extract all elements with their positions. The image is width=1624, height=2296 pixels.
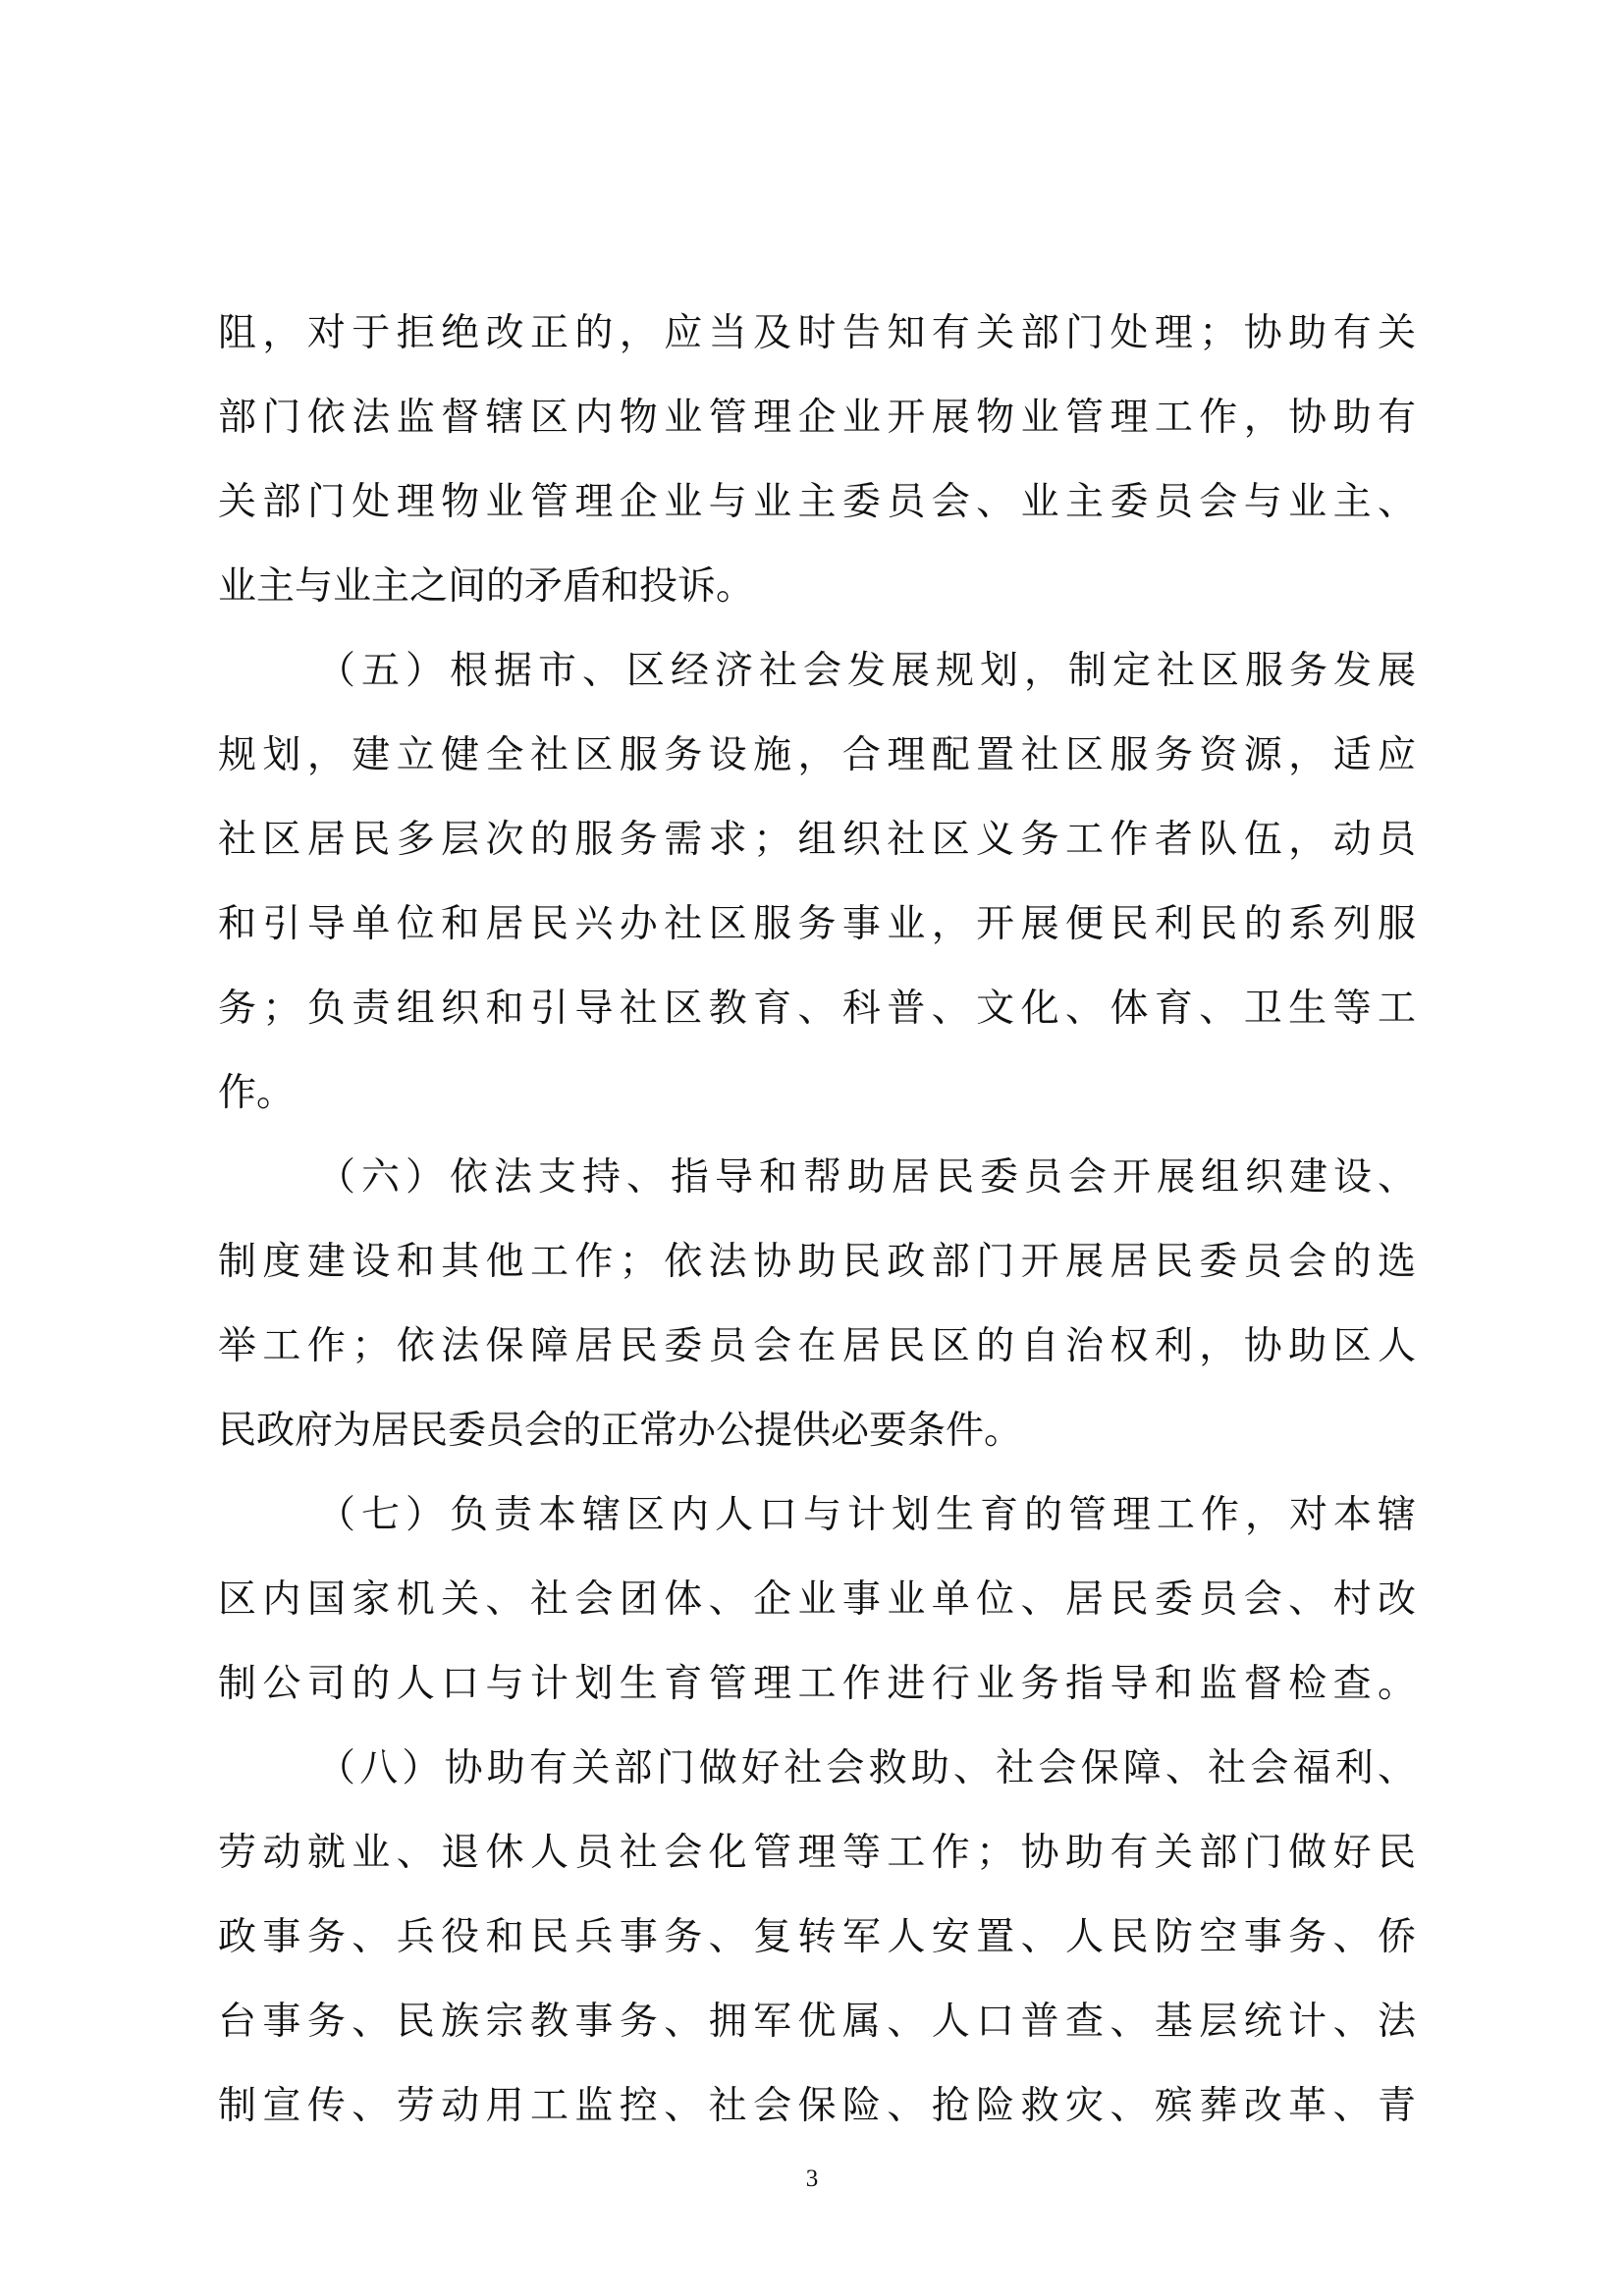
paragraph-8-line-1: （八）协助有关部门做好社会救助、社会保障、社会福利、 <box>317 1746 1416 1790</box>
text-line-4: 业主与业主之间的矛盾和投诉。 <box>218 564 755 609</box>
page-number: 3 <box>805 2165 819 2192</box>
text-line-3: 关部门处理物业管理企业与业主委员会、业主委员会与业主、 <box>218 480 1416 524</box>
text-line-10: 作。 <box>218 1071 296 1115</box>
paragraph-5-line-1: （五）根据市、区经济社会发展规划，制定社区服务发展 <box>317 649 1416 693</box>
text-line-6: 规划，建立健全社区服务设施，合理配置社区服务资源，适应 <box>218 733 1416 777</box>
text-line-9: 务；负责组织和引导社区教育、科普、文化、体育、卫生等工 <box>218 987 1416 1031</box>
text-line-14: 民政府为居民委员会的正常办公提供必要条件。 <box>218 1409 1023 1453</box>
text-line-20: 政事务、兵役和民兵事务、复转军人安置、人民防空事务、侨 <box>218 1915 1416 1959</box>
text-line-19: 劳动就业、退休人员社会化管理等工作；协助有关部门做好民 <box>218 1831 1416 1875</box>
paragraph-7-line-1: （七）负责本辖区内人口与计划生育的管理工作，对本辖 <box>317 1493 1416 1537</box>
text-line-12: 制度建设和其他工作；依法协助民政部门开展居民委员会的选 <box>218 1240 1416 1284</box>
text-line-21: 台事务、民族宗教事务、拥军优属、人口普查、基层统计、法 <box>218 2000 1416 2044</box>
text-line-7: 社区居民多层次的服务需求；组织社区义务工作者队伍，动员 <box>218 818 1416 862</box>
paragraph-6-line-1: （六）依法支持、指导和帮助居民委员会开展组织建设、 <box>317 1155 1416 1200</box>
text-line-13: 举工作；依法保障居民委员会在居民区的自治权利，协助区人 <box>218 1324 1416 1368</box>
text-line-16: 区内国家机关、社会团体、企业事业单位、居民委员会、村改 <box>218 1577 1416 1622</box>
text-line-22: 制宣传、劳动用工监控、社会保险、抢险救灾、殡葬改革、青 <box>218 2084 1416 2128</box>
text-line-1: 阻，对于拒绝改正的，应当及时告知有关部门处理；协助有关 <box>218 311 1416 355</box>
text-line-8: 和引导单位和居民兴办社区服务事业，开展便民利民的系列服 <box>218 902 1416 946</box>
text-line-2: 部门依法监督辖区内物业管理企业开展物业管理工作，协助有 <box>218 396 1416 440</box>
text-line-17: 制公司的人口与计划生育管理工作进行业务指导和监督检查。 <box>218 1662 1416 1706</box>
